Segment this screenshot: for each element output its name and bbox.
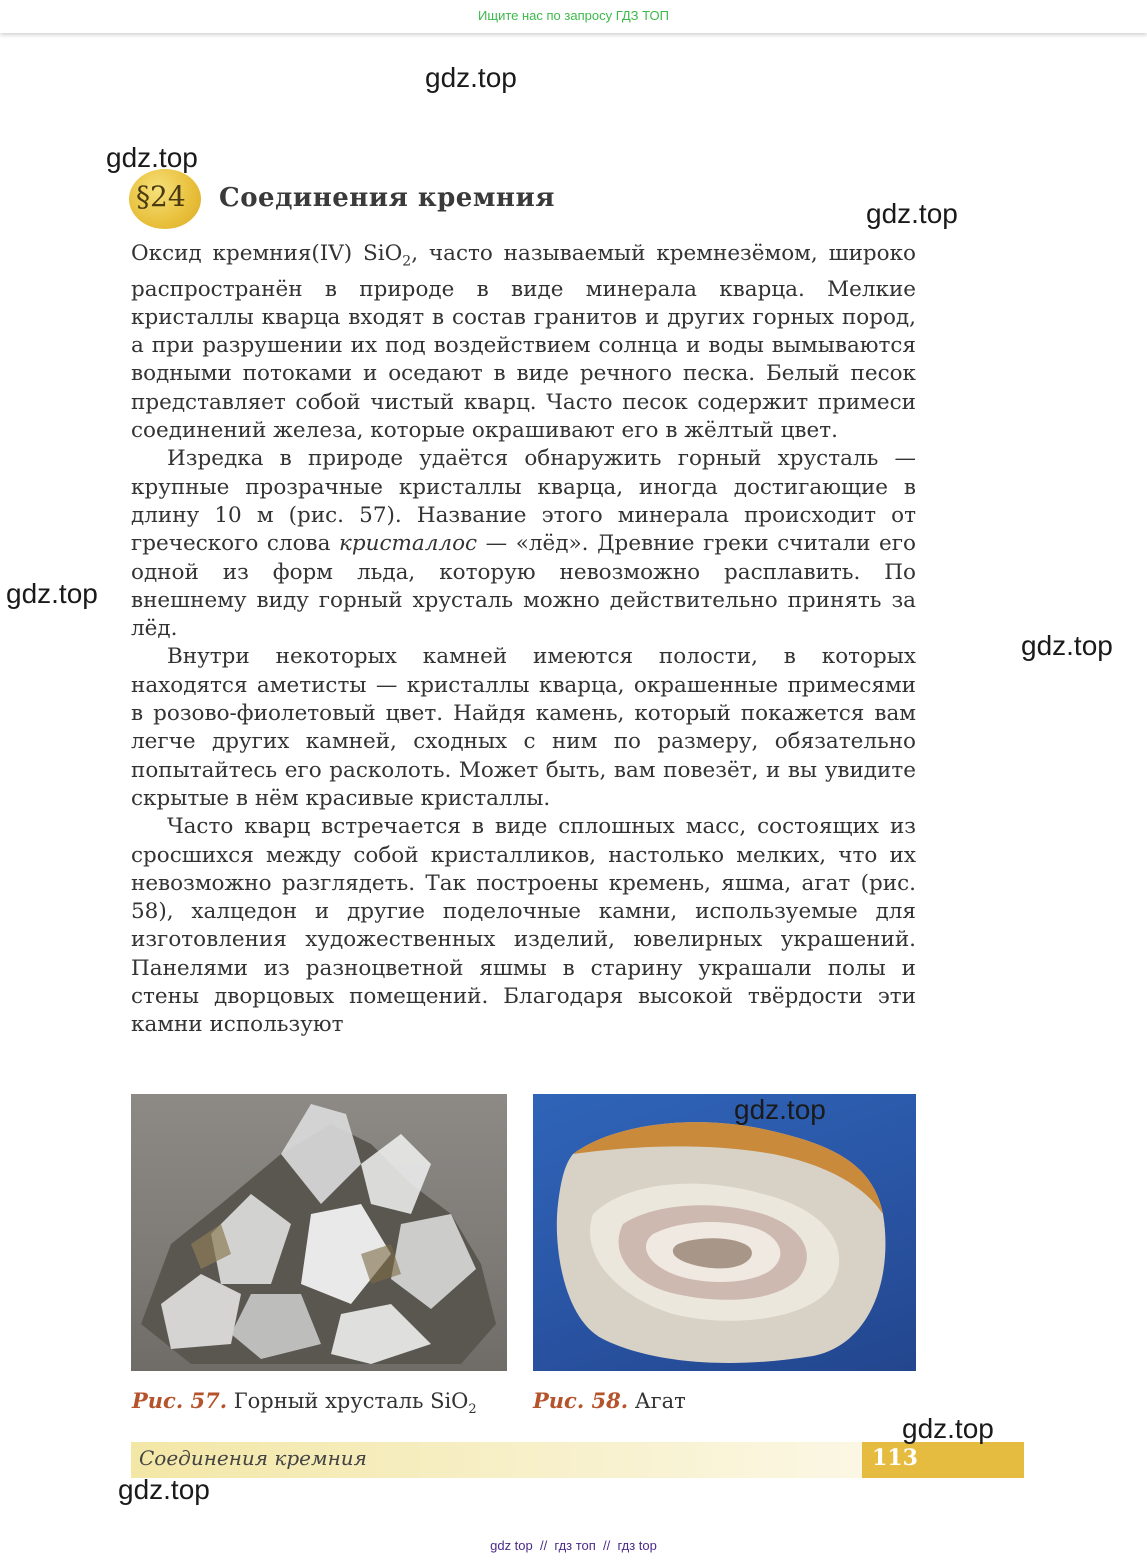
watermark: gdz.top — [106, 142, 198, 173]
figure-58-text: Агат — [634, 1389, 686, 1413]
figure-57-label: Рис. 57. — [132, 1388, 228, 1413]
paragraph-1-start: Оксид кремния(IV) SiO — [131, 241, 403, 266]
watermark: gdz.top — [1021, 630, 1113, 661]
top-banner-text: Ищите нас по запросу ГДЗ ТОП — [478, 8, 669, 23]
paragraph-2-rest: — «лёд». Древние греки считали его одной из форм льда, которую невозможно расплавить. По внешнему виду горный хрусталь можно действительно принять за лёд. — [131, 531, 916, 642]
agate-photo — [533, 1094, 916, 1371]
section-title: Соединения кремния — [219, 183, 555, 213]
top-banner — [0, 0, 1147, 33]
paragraph-2-start: Изредка в природе удаётся обнаружить горный хрусталь — крупные прозрачные кристаллы кварца, иногда достигающие в длину 10 м (рис. 57). Название этого минерала происходит от греческого слова — [131, 446, 916, 557]
figure-57-text: Горный хрусталь SiO — [233, 1389, 469, 1413]
italic-term: кристаллос — [339, 531, 478, 557]
section-number: §24 — [136, 180, 186, 213]
bottom-links[interactable]: gdz top // гдз топ // гдз top — [490, 1538, 657, 1553]
figure-57-caption — [132, 1388, 477, 1417]
rock-crystal-photo — [131, 1094, 507, 1371]
paragraph-1 — [131, 240, 916, 445]
page-number: 113 — [872, 1445, 918, 1471]
watermark: gdz.top — [902, 1413, 994, 1444]
subscript: 2 — [402, 253, 412, 270]
watermark: gdz.top — [425, 62, 517, 93]
watermark: gdz.top — [6, 578, 98, 609]
paragraph-2 — [131, 445, 916, 643]
watermark: gdz.top — [118, 1474, 210, 1505]
figure-58-caption — [533, 1388, 686, 1413]
subscript: 2 — [468, 1402, 477, 1418]
figure-58-label: Рис. 58. — [533, 1388, 629, 1413]
paragraph-3: Внутри некоторых камней имеются полости, в которых находятся аметисты — кристаллы кварца, окрашенные примесями в розово-фиолетовый цвет. Найдя камень, который покажется вам легче других камней, сходных с ним по размеру, обязательно попытайтесь его расколоть. Может быть, вам повезёт, и вы увидите скрытые в нём красивые кристаллы. — [131, 644, 916, 811]
footer-title: Соединения кремния — [139, 1446, 367, 1470]
paragraph-4: Часто кварц встречается в виде сплошных масс, состоящих из сросшихся между собой кристалликов, настолько мелких, что их невозможно разглядеть. Так построены кремень, яшма, агат (рис. 58), халцедон и другие поделочные камни, используемые для изготовления художественных изделий, ювелирных украшений. Панелями из разноцветной яшмы в старину украшали полы и стены дворцовых помещений. Благодаря высокой твёрдости эти камни используют — [131, 814, 916, 1038]
watermark: gdz.top — [734, 1094, 826, 1125]
watermark: gdz.top — [866, 198, 958, 229]
body-text — [131, 240, 916, 1040]
paragraph-1-rest: , часто называемый кремнезёмом, широко распространён в природе в виде минерала кварца. Мелкие кристаллы кварца входят в состав гранитов и других горных пород, а при разрушении их под воздействием солнца и воды вымываются водными потоками и оседают в виде речного песка. Белый песок представляет собой чистый кварц. Часто песок содержит примеси соединений железа, которые окрашивают его в жёлтый цвет. — [131, 241, 916, 444]
